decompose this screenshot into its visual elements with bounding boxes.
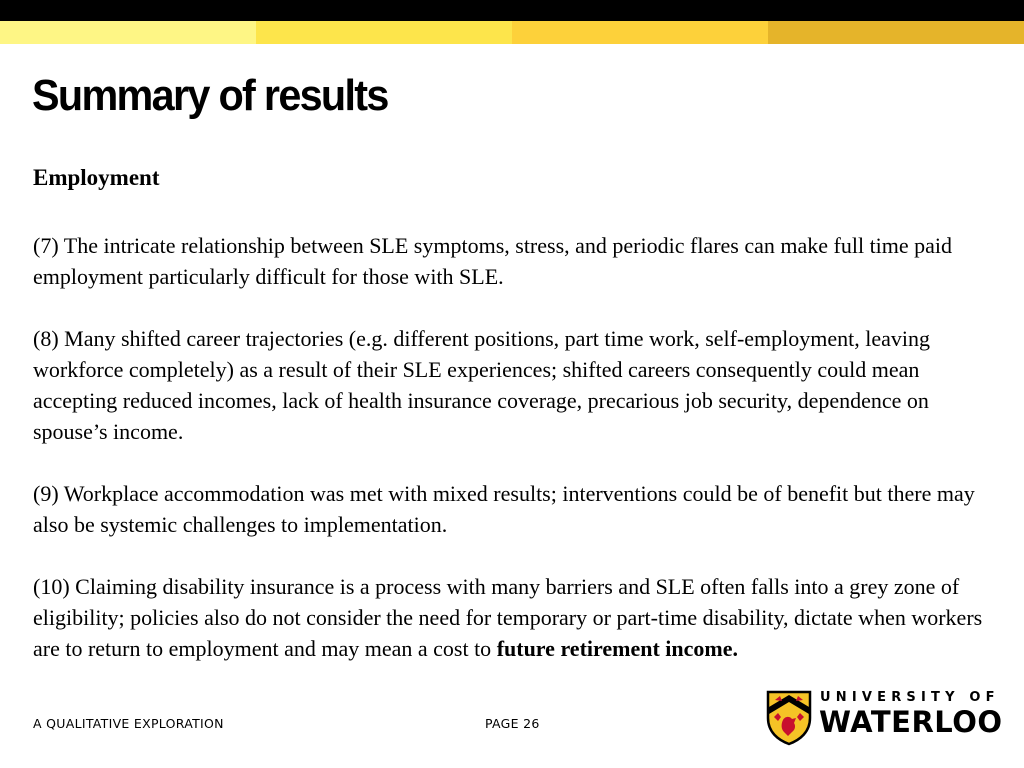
- university-logo: [766, 688, 1003, 748]
- slide-title: Summary of results: [32, 71, 388, 120]
- top-bar: [0, 0, 1024, 21]
- logo-waterloo: WATERLOO: [819, 705, 1003, 739]
- logo-university-of: UNIVERSITY OF: [820, 690, 1000, 705]
- stripe-1: [0, 21, 256, 44]
- section-heading: Employment: [33, 165, 160, 190]
- stripe-2: [256, 21, 512, 44]
- paragraph-9: (9) Workplace accommodation was met with mixed results; interventions could be of benefit but there may also be systemic challenges to implementation.: [33, 481, 975, 537]
- stripe-4: [768, 21, 1024, 44]
- slide-content: [33, 160, 993, 695]
- color-stripes: [0, 21, 1024, 44]
- paragraph-8: (8) Many shifted career trajectories (e.g. different positions, part time work, self-employment, leaving workforce completely) as a result of their SLE experiences; shifted careers consequently could mean accepting reduced incomes, lack of health insurance coverage, precarious job security, dependence on spouse’s income.: [33, 326, 931, 444]
- paragraph-10: [33, 571, 993, 664]
- page-number: PAGE 26: [485, 716, 540, 731]
- paragraph-10-text: (10) Claiming disability insurance is a process with many barriers and SLE often falls into a grey zone of eligibility; policies also do not consider the need for temporary or part-time disability, dictate when workers are to return to employment and may mean a cost to: [33, 574, 983, 661]
- paragraph-10-bold: future retirement income.: [496, 636, 738, 661]
- paragraph-7: (7) The intricate relationship between SLE symptoms, stress, and periodic flares can make full time paid employment particularly difficult for those with SLE.: [33, 233, 953, 289]
- stripe-3: [512, 21, 768, 44]
- waterloo-crest-icon: [766, 690, 812, 746]
- footer-title: A QUALITATIVE EXPLORATION: [33, 716, 224, 731]
